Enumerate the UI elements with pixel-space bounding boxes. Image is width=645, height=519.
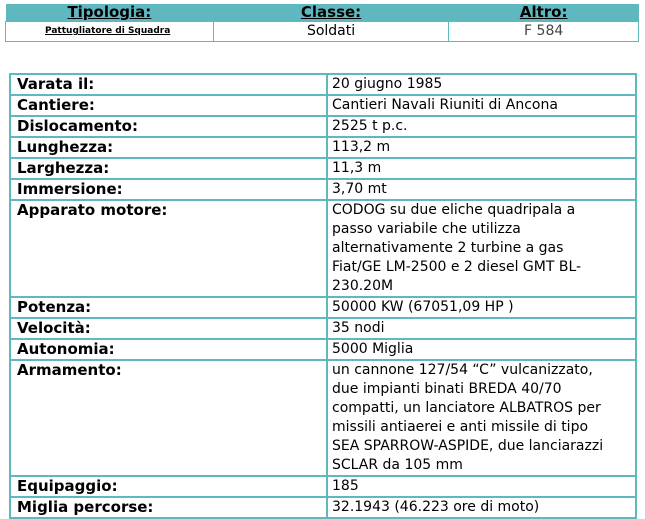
spec-label: Varata il: [10,74,327,95]
spec-value [327,360,636,476]
spec-label: Miglia percorse: [10,497,327,518]
spec-label: Velocità: [10,318,327,339]
spec-row [10,95,636,116]
header-tipologia: Tipologia: [6,4,214,22]
altro-value: F 584 [449,22,639,42]
spec-value: 11,3 m [327,158,636,179]
spec-value: Cantieri Navali Riuniti di Ancona [327,95,636,116]
spec-value: 2525 t p.c. [327,116,636,137]
header-table [5,4,639,42]
spec-row [10,116,636,137]
spec-value: 35 nodi [327,318,636,339]
spec-row [10,137,636,158]
spec-label: Cantiere: [10,95,327,116]
spec-label: Larghezza: [10,158,327,179]
spec-label: Potenza: [10,297,327,318]
spec-label: Autonomia: [10,339,327,360]
spec-label: Lunghezza: [10,137,327,158]
spec-value: 32.1943 (46.223 ore di moto) [327,497,636,518]
header-values-row [6,22,639,42]
spec-value: 185 [327,476,636,497]
spec-row [10,339,636,360]
spec-value [327,200,636,297]
spec-label: Apparato motore: [10,200,327,297]
spec-value: 20 giugno 1985 [327,74,636,95]
spec-row [10,74,636,95]
spec-row [10,476,636,497]
specs-table [9,73,637,519]
classe-value: Soldati [213,22,449,42]
spec-row [10,497,636,518]
spec-row [10,360,636,476]
spec-row [10,297,636,318]
tipologia-value: Pattugliatore di Squadra [6,22,214,42]
spec-row [10,200,636,297]
header-row [6,4,639,22]
spec-label: Dislocamento: [10,116,327,137]
spec-row [10,158,636,179]
spec-value: 50000 KW (67051,09 HP ) [327,297,636,318]
header-classe: Classe: [213,4,449,22]
spec-label: Armamento: [10,360,327,476]
spec-label: Immersione: [10,179,327,200]
spec-row [10,318,636,339]
spec-value-text: CODOG su due eliche quadripala a passo variabile che utilizza alternativamente 2 turbine a gas Fiat/GE LM-2500 e 2 diesel GMT BL-230.20M [332,202,582,294]
spec-label: Equipaggio: [10,476,327,497]
spec-row [10,179,636,200]
spec-value: 5000 Miglia [327,339,636,360]
spec-value: 113,2 m [327,137,636,158]
spec-value-text: un cannone 127/54 “C” vulcanizzato, due impianti binati BREDA 40/70 compatti, un lanciatore ALBATROS per missili antiaerei e anti missile di tipo SEA SPARROW-ASPIDE, due lanciarazzi SCLAR da 105 mm [332,362,604,473]
header-altro: Altro: [449,4,639,22]
spec-value: 3,70 mt [327,179,636,200]
